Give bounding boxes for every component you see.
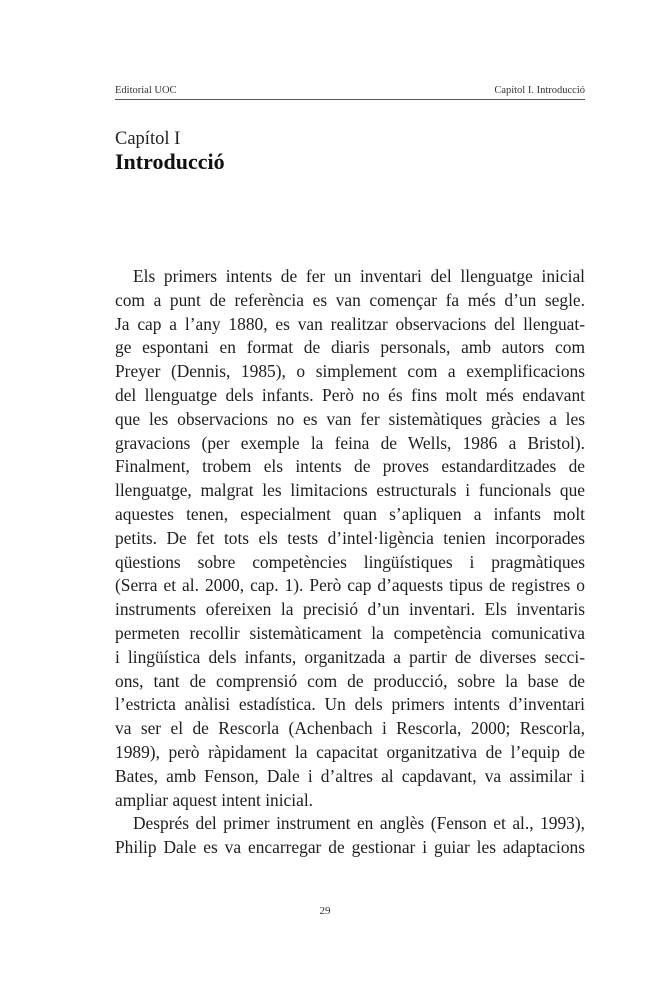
text-line: petits. De fet tots els tests d’intel·ligència tenien incorporades (115, 527, 585, 548)
header-rule (115, 99, 585, 100)
page-number: 29 (319, 905, 331, 917)
text-line: qüestions sobre competències lingüístiques i pragmàtiques (115, 551, 585, 572)
text-line: Ja cap a l’any 1880, es van realitzar observacions del llenguat- (115, 313, 585, 334)
header-publisher: Editorial UOC (115, 85, 177, 96)
text-line: Finalment, trobem els intents de proves estandarditzades de (115, 456, 585, 477)
text-line: que les observacions no es van fer sistemàtiques gràcies a les (115, 408, 585, 429)
text-line: va ser el de Rescorla (Achenbach i Rescorla, 2000; Rescorla, (115, 718, 585, 739)
text-line: permeten recollir sistemàticament la competència comunicativa (115, 622, 585, 643)
text-line: ons, tant de comprensió com de producció, sobre la base de (115, 670, 585, 691)
running-header (115, 84, 585, 97)
text-line: gravacions (per exemple la feina de Wells, 1986 a Bristol). (115, 432, 585, 453)
text-line: Bates, amb Fenson, Dale i d’altres al capdavant, va assimilar i (115, 765, 585, 786)
text-line: 1989), però ràpidament la capacitat organitzativa de l’equip de (115, 741, 585, 762)
chapter-title: Introducció (115, 149, 225, 174)
body-text (115, 265, 585, 860)
text-line: ge espontani en format de diaris personals, amb autors com (115, 337, 585, 358)
text-line: l’estricta anàlisi estadística. Un dels primers intents d’inventari (115, 694, 585, 715)
text-line: ampliar aquest intent inicial. (115, 789, 313, 810)
text-line: llenguatge, malgrat les limitacions estructurals i funcionals que (115, 480, 585, 501)
text-line: Després del primer instrument en anglès (Fenson et al., 1993), (133, 813, 585, 834)
text-line: aquestes tenen, especialment quan s’apliquen a infants molt (115, 503, 585, 524)
text-line: com a punt de referència es van començar fa més d’un segle. (115, 289, 585, 310)
text-line: instruments ofereixen la precisió d’un inventari. Els inventaris (115, 599, 585, 620)
chapter-label: Capítol I (115, 129, 181, 149)
text-line: Philip Dale es va encarregar de gestionar i guiar les adaptacions (115, 837, 585, 858)
text-line: (Serra et al. 2000, cap. 1). Però cap d’aquests tipus de registres o (115, 575, 585, 596)
text-line: i lingüística dels infants, organitzada a partir de diverses secci- (115, 646, 585, 667)
header-chapter: Capítol I. Introducció (494, 85, 585, 96)
text-line: Preyer (Dennis, 1985), o simplement com a exemplificacions (115, 361, 585, 382)
text-line: Els primers intents de fer un inventari del llenguatge inicial (133, 266, 585, 286)
text-line: del llenguatge dels infants. Però no és fins molt més endavant (115, 384, 585, 405)
